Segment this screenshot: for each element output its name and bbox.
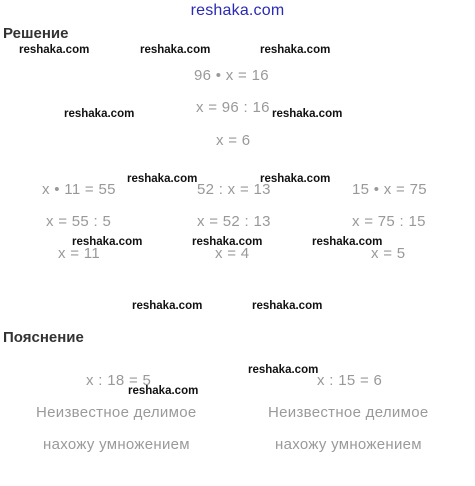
watermark: reshaka.com bbox=[192, 236, 263, 248]
column-equation-line: x = 4 bbox=[215, 245, 250, 262]
watermark: reshaka.com bbox=[312, 236, 383, 248]
column-equation-line: x = 75 : 15 bbox=[352, 213, 426, 230]
solution-heading: Решение bbox=[3, 25, 69, 42]
explanation-equation: x : 18 = 5 bbox=[86, 372, 152, 389]
explanation-equation: x : 15 = 6 bbox=[317, 372, 383, 389]
column-equation-line: 15 • x = 75 bbox=[352, 181, 427, 198]
column-equation-line: x • 11 = 55 bbox=[42, 181, 116, 198]
main-equation-line: x = 96 : 16 bbox=[196, 99, 270, 116]
watermark: reshaka.com bbox=[272, 108, 343, 120]
watermark: reshaka.com bbox=[248, 364, 319, 376]
explanation-text: Неизвестное делимое bbox=[36, 404, 197, 421]
watermark: reshaka.com bbox=[140, 44, 211, 56]
column-equation-line: x = 52 : 13 bbox=[197, 213, 271, 230]
main-equation-line: x = 6 bbox=[216, 132, 251, 149]
main-equation-line: 96 • x = 16 bbox=[194, 67, 269, 84]
column-equation-line: x = 5 bbox=[371, 245, 406, 262]
watermark: reshaka.com bbox=[132, 300, 203, 312]
watermark: reshaka.com bbox=[72, 236, 143, 248]
explanation-heading: Пояснение bbox=[3, 329, 84, 346]
watermark: reshaka.com bbox=[127, 173, 198, 185]
watermark: reshaka.com bbox=[64, 108, 135, 120]
watermark: reshaka.com bbox=[252, 300, 323, 312]
explanation-text: Неизвестное делимое bbox=[268, 404, 429, 421]
column-equation-line: x = 55 : 5 bbox=[46, 213, 112, 230]
column-equation-line: x = 11 bbox=[58, 245, 100, 262]
explanation-text: нахожу умножением bbox=[43, 436, 190, 453]
explanation-text: нахожу умножением bbox=[275, 436, 422, 453]
watermark: reshaka.com bbox=[128, 385, 199, 397]
watermark: reshaka.com bbox=[260, 173, 331, 185]
column-equation-line: 52 : x = 13 bbox=[197, 181, 271, 198]
site-title: reshaka.com bbox=[190, 2, 285, 19]
watermark: reshaka.com bbox=[19, 44, 90, 56]
watermark: reshaka.com bbox=[260, 44, 331, 56]
